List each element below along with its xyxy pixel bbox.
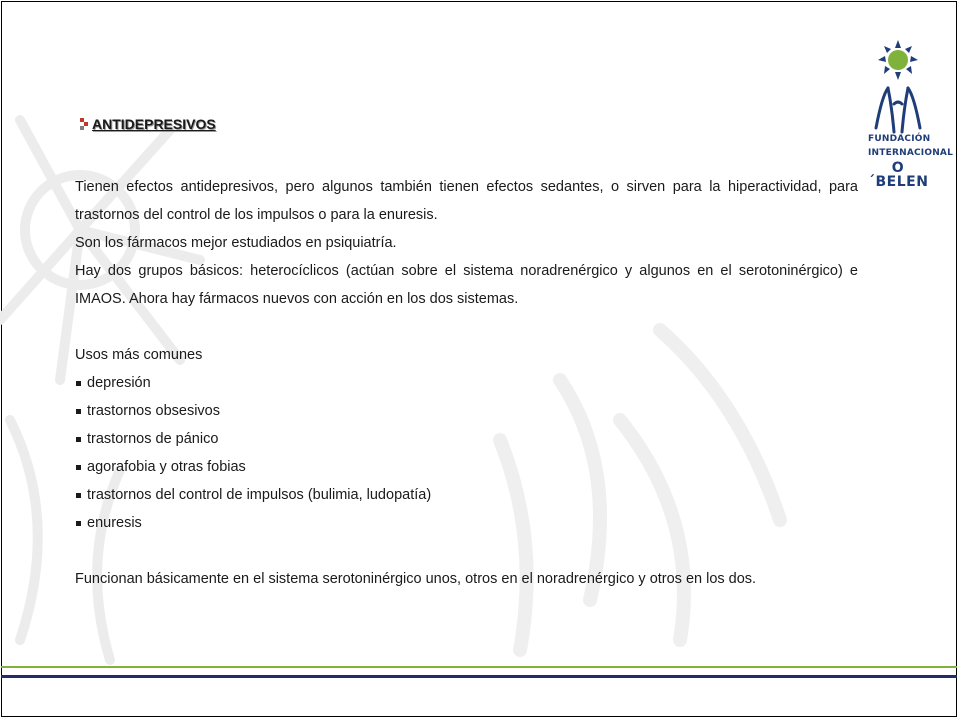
list-item [75,397,858,425]
paragraph-3: Hay dos grupos básicos: heterocíclicos (actúan sobre el sistema noradrenérgico y algunos en el serotoninérgico) e IMAOS. Ahora hay fármacos nuevos con acción en los dos sistemas. [75,263,858,307]
logo-line-2: INTERNACIONAL [868,148,954,158]
logo-line-1: FUNDACIÓN [868,134,931,144]
square-bullet-icon [76,493,81,498]
square-bullet-icon [76,465,81,470]
list-item-text: trastornos del control de impulsos (bulimia, ludopatía) [87,487,432,503]
list-item-text: enuresis [87,515,142,531]
list-item-text: depresión [87,375,151,391]
heading-bullet-icon [78,117,90,131]
list-item [75,509,858,537]
uses-list [75,369,858,537]
list-item [75,425,858,453]
list-item-text: trastornos obsesivos [87,403,220,419]
logo-text [868,132,954,190]
logo-line-3: O´BELEN [868,160,929,190]
spacer [75,537,858,565]
spacer [75,313,858,341]
closing-paragraph: Funcionan básicamente en el sistema serotoninérgico unos, otros en el noradrenérgico y otros en los dos. [75,571,757,587]
footer-green-line [1,666,957,668]
square-bullet-icon [76,437,81,442]
paragraph-1: Tienen efectos antidepresivos, pero algunos también tienen efectos sedantes, o sirven para la hiperactividad, para trastornos del control de los impulsos o para la enuresis. [75,179,858,223]
heading-text: ANTIDEPRESIVOS [92,116,216,132]
footer-navy-line [1,675,957,678]
square-bullet-icon [76,521,81,526]
uses-title: Usos más comunes [75,347,203,363]
list-item-text: agorafobia y otras fobias [87,459,246,475]
square-bullet-icon [76,381,81,386]
slide-content [75,173,858,593]
list-item [75,453,858,481]
list-item [75,481,858,509]
paragraph-2: Son los fármacos mejor estudiados en psiquiatría. [75,235,397,251]
section-heading [78,116,216,132]
list-item [75,369,858,397]
list-item-text: trastornos de pánico [87,431,219,447]
square-bullet-icon [76,409,81,414]
